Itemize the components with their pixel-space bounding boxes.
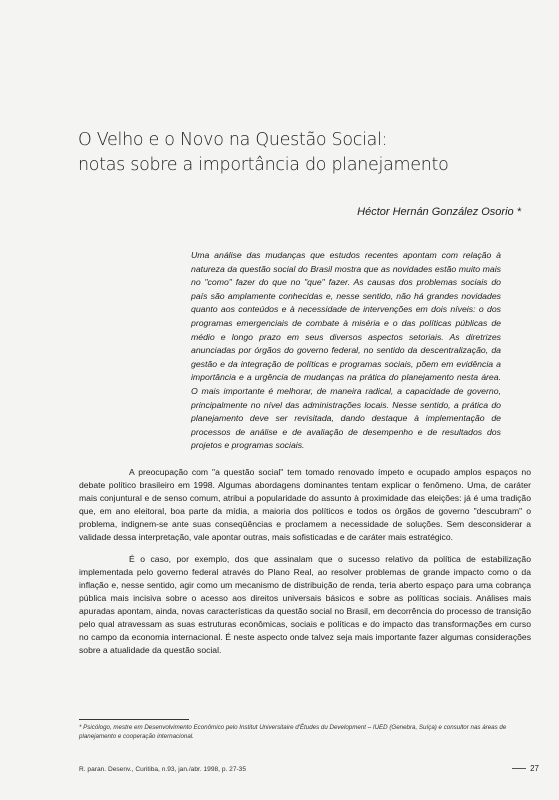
running-footer: R. paran. Desenv., Curitiba, n.93, jan./abr. 1998, p. 27-35	[79, 766, 247, 773]
page-number-block	[512, 764, 539, 773]
author-footnote: * Psicólogo, mestre em Desenvolvimento Econômico pelo Institut Universitaire d'Études du Development – IUED (Genebra, Suíça) e consultor nas áreas de planejamento e cooperação internacional.	[79, 724, 507, 740]
title-line-2: notas sobre a importância do planejamento	[78, 155, 449, 175]
footnote-rule	[79, 719, 189, 720]
author-name: Héctor Hernán González Osorio *	[357, 206, 521, 218]
title-line-1: O Velho e o Novo na Questão Social:	[78, 130, 388, 150]
page-number-dash	[512, 768, 526, 769]
abstract: Uma análise das mudanças que estudos recentes apontam com relação à natureza da questão social do Brasil mostra que as novidades estão muito mais no "como" fazer do que no "que" fazer. As causas dos problemas sociais do país são amplamente conhecidas e, nesse sentido, não há grandes novidades quanto aos conteúdos e à necessidade de intervenções em dois níveis: o dos programas emergenciais de combate à miséria e o das políticas públicas de médio e longo prazo em seus diversos aspectos setoriais. As diretrizes anunciadas por órgãos do governo federal, no sentido da descentralização, da gestão e da integração de políticas e programas sociais, põem em evidência a importância e a urgência de mudanças na prática do planejamento nesta área. O mais importante é melhorar, de maneira radical, a capacidade de governo, principalmente no nível das administrações locais. Nesse sentido, a prática do planejamento deve ser revisitada, dando destaque à implementação de processos de análise e de avaliação de desempenho e de resultados dos projetos e programas sociais.	[191, 250, 501, 451]
page-number: 27	[530, 764, 539, 773]
body-paragraph-1: A preocupação com "a questão social" tem tomado renovado ímpeto e ocupado amplos espaços no debate político brasileiro em 1998. Algumas abordagens dominantes tentam explicar o fenômeno. Uma, de caráter mais conjuntural e de senso comum, atribui a popularidade do assunto à proximidade das eleições: já é uma tradição que, em ano eleitoral, boa parte da mídia, a maioria dos políticos e todos os órgãos de governo "descubram" o problema, indignem-se ante suas conseqüências e proclamem a necessidade de soluções. Sem desconsiderar a validade dessa interpretação, vale apontar outras, mais sofisticadas e de caráter mais estratégico.	[79, 467, 531, 543]
article-title	[78, 128, 538, 178]
body-paragraph-2: É o caso, por exemplo, dos que assinalam que o sucesso relativo da política de estabilização implementada pelo governo federal através do Plano Real, ao resolver problemas de grande impacto como o da inflação e, nesse sentido, agir como um mecanismo de distribuição de renda, teria aberto espaço para uma cobrança pública mais incisiva sobre o acesso aos direitos universais básicos e sobre as políticas sociais. Análises mais apuradas apontam, ainda, novas características da questão social no Brasil, em decorrência do processo de transição pelo qual atravessam as suas estruturas econômicas, sociais e políticas e do impacto das transformações em curso no campo da economia internacional. É neste aspecto onde talvez seja mais importante fazer algumas considerações sobre a atualidade da questão social.	[79, 553, 531, 656]
article-body	[79, 466, 531, 665]
